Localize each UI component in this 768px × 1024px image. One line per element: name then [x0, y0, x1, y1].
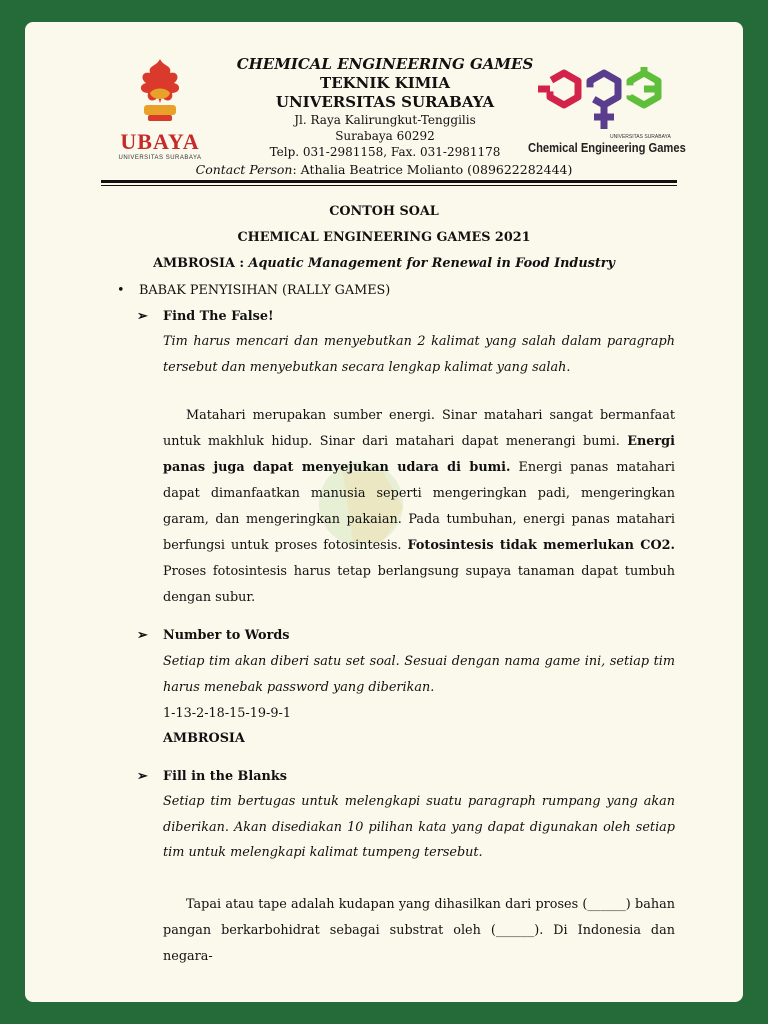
find-false-text-2: Energi panas matahari dapat dimanfaatkan manusia seperti mengeringkan padi, mengeringkan garam, dan mengeringkan pakaian. Pada tumbuhan, energi panas matahari berfungsi untuk proses fotosintesis.: [163, 460, 675, 553]
letterhead-address2: Surabaya 60292: [335, 129, 435, 143]
theme-text: Aquatic Management for Renewal in Food Industry: [248, 256, 615, 271]
find-false-instruction: Tim harus mencari dan menyebutkan 2 kalimat yang salah dalam paragraph tersebut dan menyebutkan secara lengkap kalimat yang salah.: [163, 334, 675, 375]
fill-blanks-instruction: Setiap tim bertugas untuk melengkapi suatu paragraph rumpang yang akan diberikan. Akan disediakan 10 pilihan kata yang dapat digunakan oleh setiap tim untuk melengkapi kalimat tumpeng tersebut.: [163, 794, 675, 860]
title-event: CHEMICAL ENGINEERING GAMES 2021: [237, 230, 531, 245]
find-false-text-1: Matahari merupakan sumber energi. Sinar matahari sangat bermanfaat untuk makhluk hidup. Sinar dari matahari dapat menerangi bumi.: [163, 408, 675, 449]
contact-value: : Athalia Beatrice Molianto (089622282444): [292, 162, 573, 177]
round-label: BABAK PENYISIHAN (RALLY GAMES): [139, 283, 391, 298]
fill-blanks-paragraph: [163, 892, 675, 970]
find-false-text-3: Proses fotosintesis harus tetap berlangsung supaya tanaman dapat tumbuh dengan subur.: [163, 564, 675, 605]
find-false-paragraph: [163, 403, 675, 611]
false-sentence-2: Fotosintesis tidak memerlukan CO2.: [407, 538, 675, 553]
arrow-bullet-icon: ➢: [137, 309, 148, 324]
document-page: [25, 22, 743, 1002]
section-title-fill-blanks: Fill in the Blanks: [163, 769, 287, 784]
fill-blanks-text: Tapai atau tape adalah kudapan yang dihasilkan dari proses (______) bahan pangan berkarbohidrat sebagai substrat oleh (______). Di Indonesia dan negara-: [163, 897, 675, 964]
letterhead-org: CHEMICAL ENGINEERING GAMES: [236, 55, 534, 73]
contact-label: Contact Person: [195, 162, 293, 177]
ubaya-wordmark: UBAYA: [120, 129, 200, 154]
document-body: [25, 22, 743, 1002]
number-answer: AMBROSIA: [163, 731, 245, 746]
round-bullet: •: [117, 283, 125, 298]
letterhead-address1: Jl. Raya Kalirungkut-Tenggilis: [294, 113, 476, 127]
number-code: 1-13-2-18-15-19-9-1: [163, 706, 291, 721]
false-sentence-1: Energi panas juga dapat menyejukan udara di bumi.: [163, 434, 675, 475]
title-theme: [25, 256, 743, 271]
letterhead-university: UNIVERSITAS SURABAYA: [275, 93, 495, 111]
ubaya-subtitle: UNIVERSITAS SURABAYA: [118, 155, 202, 161]
section-title-find-false: Find The False!: [163, 309, 274, 324]
arrow-bullet-icon: ➢: [137, 769, 148, 784]
theme-label: AMBROSIA :: [153, 256, 249, 271]
title-contoh-soal: CONTOH SOAL: [329, 204, 439, 219]
arrow-bullet-icon: ➢: [137, 628, 148, 643]
letterhead-dept: TEKNIK KIMIA: [320, 74, 450, 92]
ceg-logo-tiny-text: UNIVERSITAS SURABAYA: [610, 134, 671, 140]
number-words-instruction: Setiap tim akan diberi satu set soal. Sesuai dengan nama game ini, setiap tim harus menebak password yang diberikan.: [163, 654, 675, 695]
section-title-number-words: Number to Words: [163, 628, 290, 643]
letterhead-phone: Telp. 031-2981158, Fax. 031-2981178: [269, 145, 501, 159]
ceg-logo-name: Chemical Engineering Games: [528, 140, 686, 155]
